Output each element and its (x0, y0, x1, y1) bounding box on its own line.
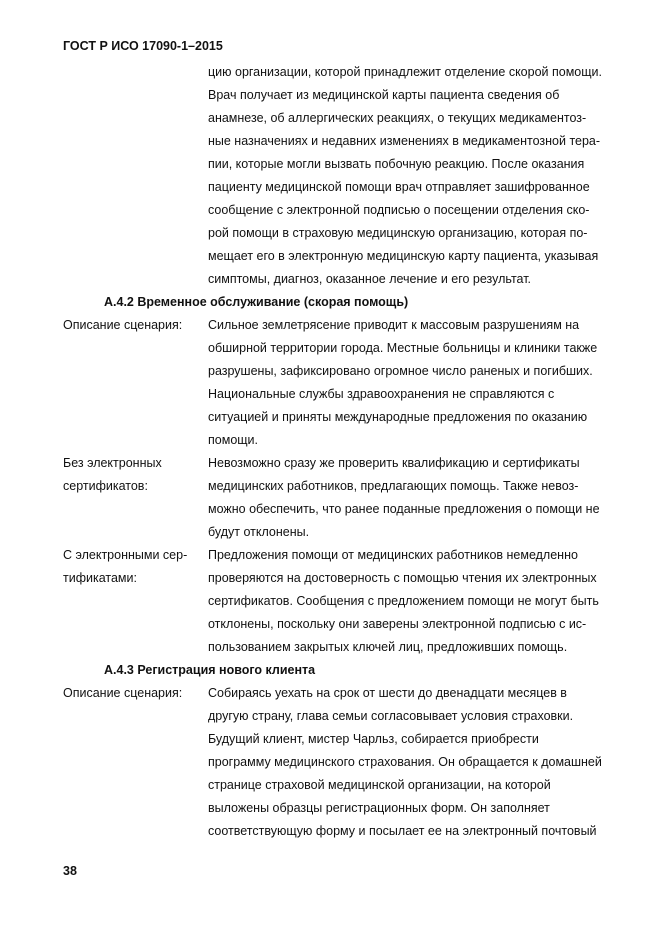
page-body (0, 61, 661, 843)
text-line: будут отклонены. (208, 525, 310, 539)
text-line: тификатами: проверяются на достоверность с помощью чтения их электронных (0, 567, 661, 590)
text-line: обширной территории города. Местные больницы и клиники также (208, 341, 598, 355)
document-header: ГОСТ Р ИСО 17090-1–2015 (63, 39, 223, 53)
text-line: сертификатов. Сообщения с предложением помощи не могут быть (208, 594, 599, 608)
text-line: разрушены, зафиксировано огромное число раненых и погибших. (208, 364, 593, 378)
text-line: рой помощи в страховую медицинскую организацию, которая по- (208, 226, 588, 240)
text-line: пользованием закрытых ключей лиц, предложивших помощь. (208, 640, 568, 654)
text-line: сертификатов: медицинских работников, предлагающих помощь. Также невоз- (0, 475, 661, 498)
text-line: помощи. (208, 433, 259, 447)
text-line: пациенту медицинской помощи врач отправляет зашифрованное (208, 180, 590, 194)
text-line: цию организации, которой принадлежит отделение скорой помощи. (208, 65, 603, 79)
text-line: странице страховой медицинской организации, на которой (208, 778, 551, 792)
text-line: мещает его в электронную медицинскую карту пациента, указывая (208, 249, 599, 263)
text-line: анамнезе, об аллергических реакциях, о текущих медикаментоз- (208, 111, 587, 125)
text-line: сообщение с электронной подписью о посещении отделения ско- (208, 203, 590, 217)
section-heading-a43: А.4.3 Регистрация нового клиента (104, 663, 316, 677)
text-line: соответствующую форму и посылает ее на электронный почтовый (208, 824, 597, 838)
text-line: выложены образцы регистрационных форм. Он заполняет (208, 801, 550, 815)
text-line: можно обеспечить, что ранее поданные предложения о помощи не (208, 502, 600, 516)
text-line: Описание сценария: Сильное землетрясение приводит к массовым разрушениям на (0, 314, 661, 337)
text-line: Без электронных Невозможно сразу же проверить квалификацию и сертификаты (0, 452, 661, 475)
without-certs-label: Без электронных (63, 456, 162, 470)
text-line: программу медицинского страхования. Он обращается к домашней (208, 755, 602, 769)
text-line: ситуацией и приняты международные предложения по оказанию (208, 410, 588, 424)
text-line: ные назначениях и недавних изменениях в медикаментозной тера- (208, 134, 601, 148)
section-heading-a42: А.4.2 Временное обслуживание (скорая помощь) (104, 295, 409, 309)
text-line: пии, которые могли вызвать побочную реакцию. После оказания (208, 157, 585, 171)
text-line: Будущий клиент, мистер Чарльз, собирается приобрести (208, 732, 539, 746)
text-line: отклонены, поскольку они заверены электронной подписью с ис- (208, 617, 587, 631)
with-certs-label: С электронными сер- (63, 548, 188, 562)
page-number: 38 (63, 864, 77, 878)
without-certs-label: сертификатов: (63, 479, 148, 493)
text-line: Врач получает из медицинской карты пациента сведения об (208, 88, 560, 102)
scenario-label: Описание сценария: (63, 318, 183, 332)
text-line: другую страну, глава семьи согласовывает условия страховки. (208, 709, 574, 723)
text-line: С электронными сер- Предложения помощи от медицинских работников немедленно (0, 544, 661, 567)
text-line: Национальные службы здравоохранения не справляются с (208, 387, 555, 401)
scenario-label: Описание сценария: (63, 686, 183, 700)
with-certs-label: тификатами: (63, 571, 137, 585)
text-line: симптомы, диагноз, оказанное лечение и его результат. (208, 272, 532, 286)
text-line: Описание сценария: Собираясь уехать на срок от шести до двенадцати месяцев в (0, 682, 661, 705)
